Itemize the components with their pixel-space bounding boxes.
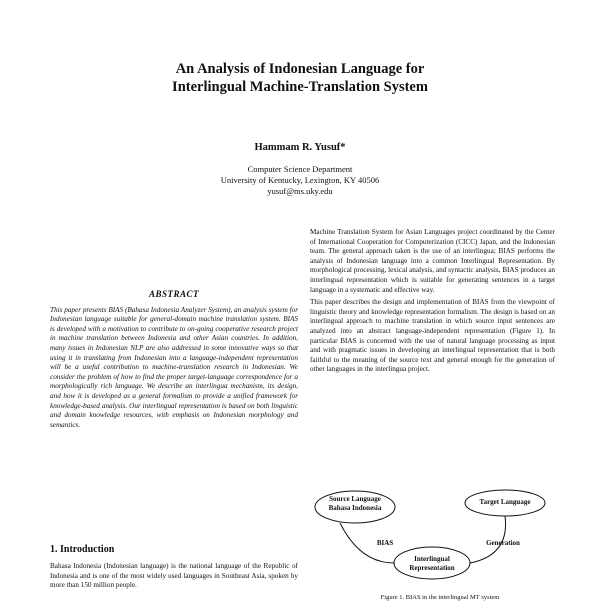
abstract-text: This paper presents BIAS (Bahasa Indonesia Analyzer System), an analysis system for Indonesian language suitable for general-domain machine translation system. BIAS is developed with a motivation to contribute to on-going cooperative research project in machine translation between Indonesia and other Asian countries. In addition, many issues in Indonesian NLP are also addressed in some innovative ways so that using it in translating from Indonesian into a language-independent representation will be a useful contribution to machine-translation research in Indonesian. We consider the problem of how to find the proper target-language correspondence for a morphologically rich language. We describe an interlingua mechanism, its design, and how it is developed as a general formalism to provide a unified framework for knowledge-based analysis. Our interlingual representation is based on both linguistic and domain knowledge resources, with emphasis on Indonesian morphology and semantics. xyxy=(50,305,298,429)
author-name: Hammam R. Yusuf* xyxy=(254,142,346,153)
interlingual-representation-label xyxy=(394,555,470,572)
source-language-label xyxy=(315,495,395,512)
figure-1-caption: Figure 1. BIAS in the interlingual MT system xyxy=(380,594,500,601)
abstract-section xyxy=(50,290,298,430)
abstract-heading: ABSTRACT xyxy=(148,289,199,299)
interlingual-label-line-1: Interlingual xyxy=(414,555,450,563)
affiliation-university: University of Kentucky, Lexington, KY 40506 xyxy=(220,175,380,185)
paper-title xyxy=(0,60,600,96)
affiliation-department: Computer Science Department xyxy=(247,164,353,174)
bias-arrow-label: BIAS xyxy=(376,539,394,547)
interlingual-label-line-2: Representation xyxy=(409,563,455,572)
source-language-label-line-2: Bahasa Indonesia xyxy=(328,503,382,512)
author-affiliation xyxy=(0,164,600,197)
intro-text: Bahasa Indonesia (Indonesian language) is the national language of the Republic of Indonesia and is one of the most widely used languages in Southeast Asia, spoken by more than 150 million people. xyxy=(50,562,298,590)
source-language-label-line-1: Source Language xyxy=(329,495,381,503)
right-column-paragraph-2: This paper describes the design and implementation of BIAS from the viewpoint of linguistic theory and knowledge representation formalism. The design is based on an interlingual approach to machine translation in which source input sentences are analyzed into an abstract language-independent representation (Figure 1). In particular BIAS is concerned with the use of natural language processing as input and with pragmatic issues in developing an interlingual representation that is both faithful to the meaning of the source text and general enough for the generation of other languages in the interlingua project. xyxy=(310,298,555,374)
intro-heading: 1. Introduction xyxy=(50,544,115,555)
right-column-paragraph-1: Machine Translation System for Asian Languages project coordinated by the Center of International Cooperation for Computerization (CICC) Japan, and the Indonesian team. The general approach taken is the use of an interlingua; BIAS performs the analysis of Indonesian language into a common Interlingual Representation. By morphological processing, lexical analysis, and syntactic analysis, BIAS produces an interlingual representation which is suitable for generating sentences in a target language in a systematic and effective way. xyxy=(310,228,555,294)
paper-title-line-1: An Analysis of Indonesian Language for xyxy=(175,61,425,77)
affiliation-email: yusuf@ms.uky.edu xyxy=(267,186,333,196)
right-column-text xyxy=(310,228,555,378)
target-language-label: Target Language xyxy=(479,498,531,506)
paper-title-line-2: Interlingual Machine-Translation System xyxy=(172,79,428,95)
generation-arrow-label: Generation xyxy=(486,539,520,547)
figure-1-diagram xyxy=(310,485,555,593)
